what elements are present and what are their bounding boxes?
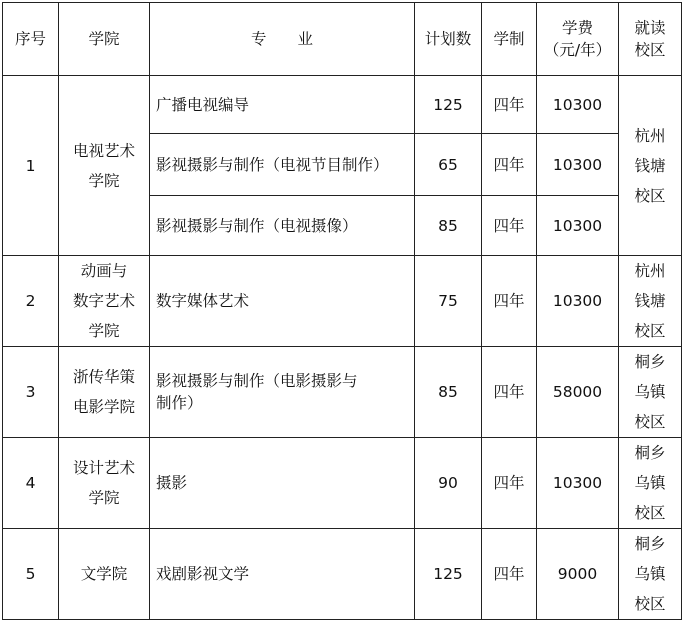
header-plan: 计划数	[415, 3, 482, 76]
campus-line: 乌镇	[634, 474, 666, 492]
college-line: 动画与	[80, 262, 128, 280]
college-cell	[59, 529, 150, 620]
campus-line: 校区	[634, 322, 666, 340]
duration-cell: 四年	[482, 256, 537, 347]
header-major: 专 业	[150, 3, 415, 76]
enrollment-plan-table	[2, 2, 682, 620]
duration-cell: 四年	[482, 438, 537, 529]
header-duration: 学制	[482, 3, 537, 76]
college-line: 学院	[88, 322, 120, 340]
campus-line: 杭州	[634, 126, 666, 145]
major-cell: 摄影	[150, 438, 415, 529]
college-line: 文学院	[80, 565, 128, 583]
campus-line: 乌镇	[634, 565, 666, 583]
campus-line: 校区	[634, 504, 666, 522]
header-campus-line1: 就读	[634, 19, 666, 37]
college-line: 电视艺术	[72, 141, 135, 160]
campus-cell	[619, 256, 682, 347]
major-line: 影视摄影与制作（电影摄影与	[156, 372, 358, 390]
header-fee-line2: （元/年）	[543, 41, 612, 59]
college-line: 学院	[88, 489, 120, 507]
seq-cell: 2	[3, 256, 59, 347]
campus-line: 桐乡	[634, 535, 666, 553]
major-cell: 影视摄影与制作（电视摄像）	[150, 196, 415, 256]
header-campus-line2: 校区	[634, 41, 666, 59]
header-college: 学院	[59, 3, 150, 76]
duration-cell: 四年	[482, 76, 537, 134]
campus-line: 桐乡	[634, 444, 666, 462]
table-row	[3, 529, 682, 620]
plan-cell: 85	[415, 347, 482, 438]
seq-cell: 4	[3, 438, 59, 529]
table-row	[3, 256, 682, 347]
major-line: 制作）	[156, 394, 203, 412]
table-row	[3, 347, 682, 438]
campus-line: 校区	[634, 186, 666, 205]
seq-cell: 1	[3, 76, 59, 256]
plan-cell: 90	[415, 438, 482, 529]
fee-cell: 10300	[537, 256, 619, 347]
fee-cell: 10300	[537, 438, 619, 529]
header-campus	[619, 3, 682, 76]
fee-cell: 9000	[537, 529, 619, 620]
campus-cell	[619, 76, 682, 256]
fee-cell: 10300	[537, 134, 619, 196]
campus-line: 乌镇	[634, 383, 666, 401]
campus-line: 校区	[634, 595, 666, 613]
campus-cell	[619, 529, 682, 620]
plan-cell: 125	[415, 529, 482, 620]
college-line: 电影学院	[72, 398, 135, 416]
fee-cell: 10300	[537, 76, 619, 134]
major-cell: 数字媒体艺术	[150, 256, 415, 347]
duration-cell: 四年	[482, 529, 537, 620]
duration-cell: 四年	[482, 347, 537, 438]
fee-cell: 10300	[537, 196, 619, 256]
fee-cell: 58000	[537, 347, 619, 438]
college-cell	[59, 347, 150, 438]
college-line: 浙传华策	[72, 368, 135, 386]
college-line: 设计艺术	[72, 459, 135, 477]
duration-cell: 四年	[482, 196, 537, 256]
college-line: 学院	[88, 171, 120, 190]
major-cell: 广播电视编导	[150, 76, 415, 134]
campus-line: 杭州	[634, 262, 666, 280]
header-fee	[537, 3, 619, 76]
campus-cell	[619, 347, 682, 438]
header-row	[3, 3, 682, 76]
college-line: 数字艺术	[72, 292, 135, 310]
plan-cell: 65	[415, 134, 482, 196]
duration-cell: 四年	[482, 134, 537, 196]
campus-line: 钱塘	[634, 292, 666, 310]
table-row	[3, 76, 682, 134]
header-seq: 序号	[3, 3, 59, 76]
college-cell	[59, 76, 150, 256]
plan-cell: 75	[415, 256, 482, 347]
campus-line: 桐乡	[634, 353, 666, 371]
plan-cell: 125	[415, 76, 482, 134]
header-fee-line1: 学费	[561, 19, 593, 37]
college-cell	[59, 256, 150, 347]
campus-line: 钱塘	[634, 156, 666, 175]
college-cell	[59, 438, 150, 529]
major-cell: 戏剧影视文学	[150, 529, 415, 620]
major-cell	[150, 347, 415, 438]
table-row	[3, 438, 682, 529]
major-cell: 影视摄影与制作（电视节目制作）	[150, 134, 415, 196]
plan-cell: 85	[415, 196, 482, 256]
campus-cell	[619, 438, 682, 529]
campus-line: 校区	[634, 413, 666, 431]
seq-cell: 5	[3, 529, 59, 620]
seq-cell: 3	[3, 347, 59, 438]
